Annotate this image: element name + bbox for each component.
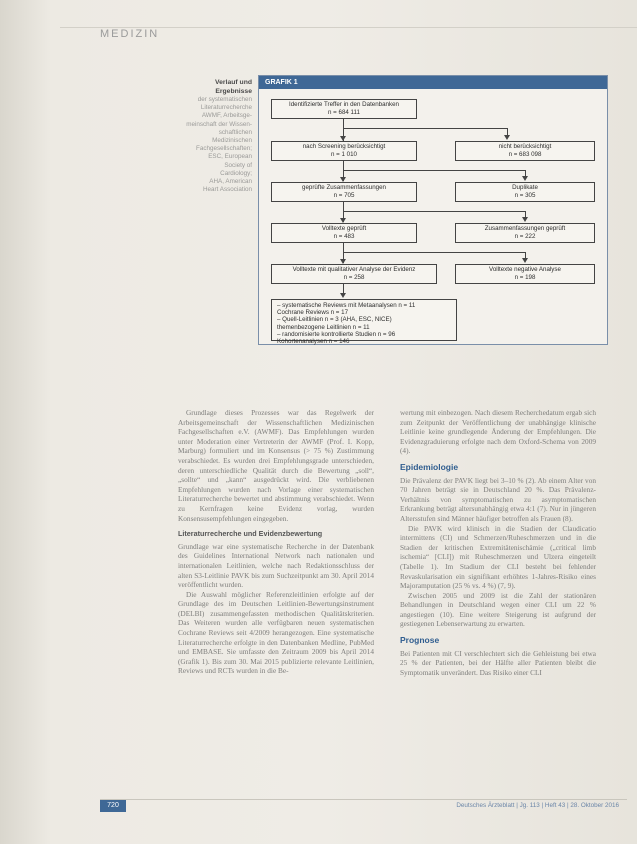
section-heading: Prognose [400,635,440,646]
flow-connector [343,170,525,171]
subheading: Literaturrecherche und Evidenzbewertung [178,529,323,539]
section-heading: Epidemiologie [400,461,459,472]
caption-line: Society of [224,161,252,169]
paragraph: Bei Patienten mit CI verschlechtert sich die Gehleistung bei etwa 25 % der Patienten, bei der Hälfte aller Patienten bleibt die Symptomatik unverändert. Das Risiko einer CLI [400,648,596,677]
caption-line: meinschaft der Wissen- [186,120,252,128]
paragraph: Grundlage dieses Prozesses war das Regelwerk der Arbeitsgemeinschaft der Wissenschaftlichen Medizinischen Fachgesellschaften e.V. (AWMF). Das Empfehlungen wurden unter Moderation einer Vertreterin der AWMF (Prof. I. Kopp, Marburg) formuliert und im Konsensus (> 75 %) Zustimmung verabschiedet. Es wurden drei Empfehlungsgrade unterschieden, deren unterschiedliche Qualität durch die Bewertung „soll“, „sollte“ und „kann“ ausgedrückt wird. Die verbliebenen Empfehlungen wurden nach Vorlage einer systematischen Literaturrecherche bewertet und abstimmung verabschiedet. Wenn zu Kernfragen keine Evidenz vorlag, wurden Konsensusempfehlungen eingegeben. [178,408,374,523]
flow-box-abstracts [271,182,417,202]
flow-list-item: Kohortenanalysen n = 146 [277,338,350,346]
text-column-left [178,408,374,676]
figure-label: GRAFIK 1 [259,76,607,89]
flow-box-count: n = 222 [514,232,536,240]
caption-line: ESC, European [208,153,252,161]
journal-citation: Deutsches Ärzteblatt | Jg. 113 | Heft 43 | 28. Oktober 2016 [456,802,619,809]
paragraph: Grundlage war eine systematische Recherche in der Datenbank des Guidelines International Network nach nationalen und internationalen Leitlinien, welche nach Redaktionsschluss der alten S3-Leitlinie PAVK bis zum Suchzeitpunkt am 30. April 2014 veröffentlicht wurden. [178,541,374,590]
caption-line: Cardiology; [220,169,252,177]
flow-box-screened [271,141,417,161]
caption-title-2: Ergebnisse [215,88,252,95]
flow-connector [343,128,507,129]
flow-box-text: Volltexte negative Analyse [489,266,561,273]
flow-box-negative [455,264,595,284]
caption-line: AHA, American [209,178,252,186]
flow-connector [343,211,525,212]
flow-box-fulltexts [271,223,417,243]
flow-list-item: themenbezogene Leitlinien n = 11 [277,323,370,331]
flow-box-duplicates [455,182,595,202]
caption-line: der systematischen [197,96,252,103]
flow-box-count: n = 305 [514,191,536,199]
page-number: 720 [100,800,126,812]
flow-arrow [504,135,510,140]
paragraph: Die Auswahl möglicher Referenzleitlinien erfolgte auf der Grundlage des im Deutschen Leitlinien-Bewertungsinstrument (DELBI) zusammengefassten methodischen Qualitätskriterien. Das Weiteren wurden alle verfügbaren neuen systematischen Cochrane Reviews seit 4/2009 herangezogen. Eine systematische Literaturrecherche erfolgte in den Datenbanken Medline, PubMed und EMBASE. Sie umfasste den Zeitraum 2009 bis April 2014 (Grafik 1). Bis zum 30. Mai 2015 publizierte relevante Leitlinien, Reviews und RCTs wurden in die Be- [178,589,374,676]
flowchart-figure [258,75,608,345]
flow-box-text: geprüfte Zusammenfassungen [302,184,386,191]
paragraph: Zwischen 2005 und 2009 ist die Zahl der stationären Behandlungen in Deutschland wegen einer CLI um 22 % angestiegen (10). Eine weitere Steigerung ist aufgrund der gestiegenen Lebenserwartung zu erwarten. [400,590,596,629]
flow-box-identified [271,99,417,119]
paragraph: wertung mit einbezogen. Nach diesem Recherchedatum ergab sich zum Zeitpunkt der Veröffentlichung der unabhängige klinische Leitlinie keine grundlegende Änderung der Empfehlungen. Die Evidenzgraduierung erfolgte nach dem Oxford-Schema von 2009 (4). [400,408,596,456]
flow-box-abstracts-checked [455,223,595,243]
flow-list-item: Cochrane Reviews n = 17 [277,309,349,317]
flow-arrow [522,176,528,181]
flow-box-text: nach Screening berücksichtigt [302,143,386,150]
footer-rule [100,799,627,800]
caption-line: Medizinischen [212,137,252,145]
text-column-right [400,408,596,677]
flow-box-text: Volltexte mit qualitativer Analyse der Evidenz [292,266,416,273]
section-header: MEDIZIN [100,28,160,40]
flow-box-count: n = 483 [333,232,355,240]
flow-box-text: Volltexte geprüft [321,225,367,232]
flow-box-text: Duplikate [512,184,538,191]
figure-caption [168,78,252,194]
flow-box-count: n = 258 [343,273,365,281]
flow-box-qualitative [271,264,437,284]
caption-line: schaftlichen [218,128,252,136]
flow-box-count: n = 198 [514,273,536,281]
caption-title-1: Verlauf und [214,79,252,86]
flow-connector [343,252,525,253]
flow-list-item: – randomisierte kontrollierte Studien n = 96 [277,330,396,338]
caption-line: AWMF, Arbeitsge- [201,112,252,120]
flow-arrow [522,258,528,263]
caption-line: Literaturrecherche [200,104,252,112]
flow-box-count: n = 1 010 [331,150,357,158]
flow-box-count: n = 684 111 [328,108,360,116]
paragraph: Die Prävalenz der PAVK liegt bei 3–10 % (2). Ab einem Alter von 70 Jahren beträgt sie in Deutschland 20 %. Das Prävalenz-Verhältnis von symptomatischen zu asymptomatischen Erkrankung beträgt altersunabhängig etwa 4:1 (7). Nur in jüngeren Altersstufen sind Männer häufiger betroffen als Frauen (8). [400,475,596,523]
flow-list-item: – systematische Reviews mit Metaanalysen n = 11 [277,302,416,309]
flow-box-text: nicht berücksichtigt [498,143,552,150]
caption-line: Fachgesellschaften; [195,145,252,153]
flow-box-included [271,299,457,346]
flow-list-item: – Quell-Leitlinien n = 3 (AHA, ESC, NICE) [277,316,392,324]
caption-line: Heart Association [202,186,252,194]
flow-box-count: n = 705 [333,191,355,199]
flow-box-text: Zusammenfassungen geprüft [484,225,566,232]
flow-box-text: Identifizierte Treffer in den Datenbanken [289,101,399,108]
paragraph: Die PAVK wird klinisch in die Stadien der Claudicatio intermittens (CI) und Schmerzen/Ruheschmerzen und in die Stadien der kritischen Extremitätenischämie („critical limb ischemia“ [CLI]) mit Ruheschmerzen und Ulzera eingeteilt (Tabelle 1). Im Stadium der CLI besteht bei fehlender Revaskularisation ein signifikant erhöhtes 1-Jahres-Risiko eines Majoramputation (25 % vs. 4 %) (7, 9). [400,523,596,591]
flow-arrow [522,217,528,222]
flow-box-count: n = 683 098 [508,150,542,158]
flow-arrow [340,293,346,298]
flow-box-excluded [455,141,595,161]
